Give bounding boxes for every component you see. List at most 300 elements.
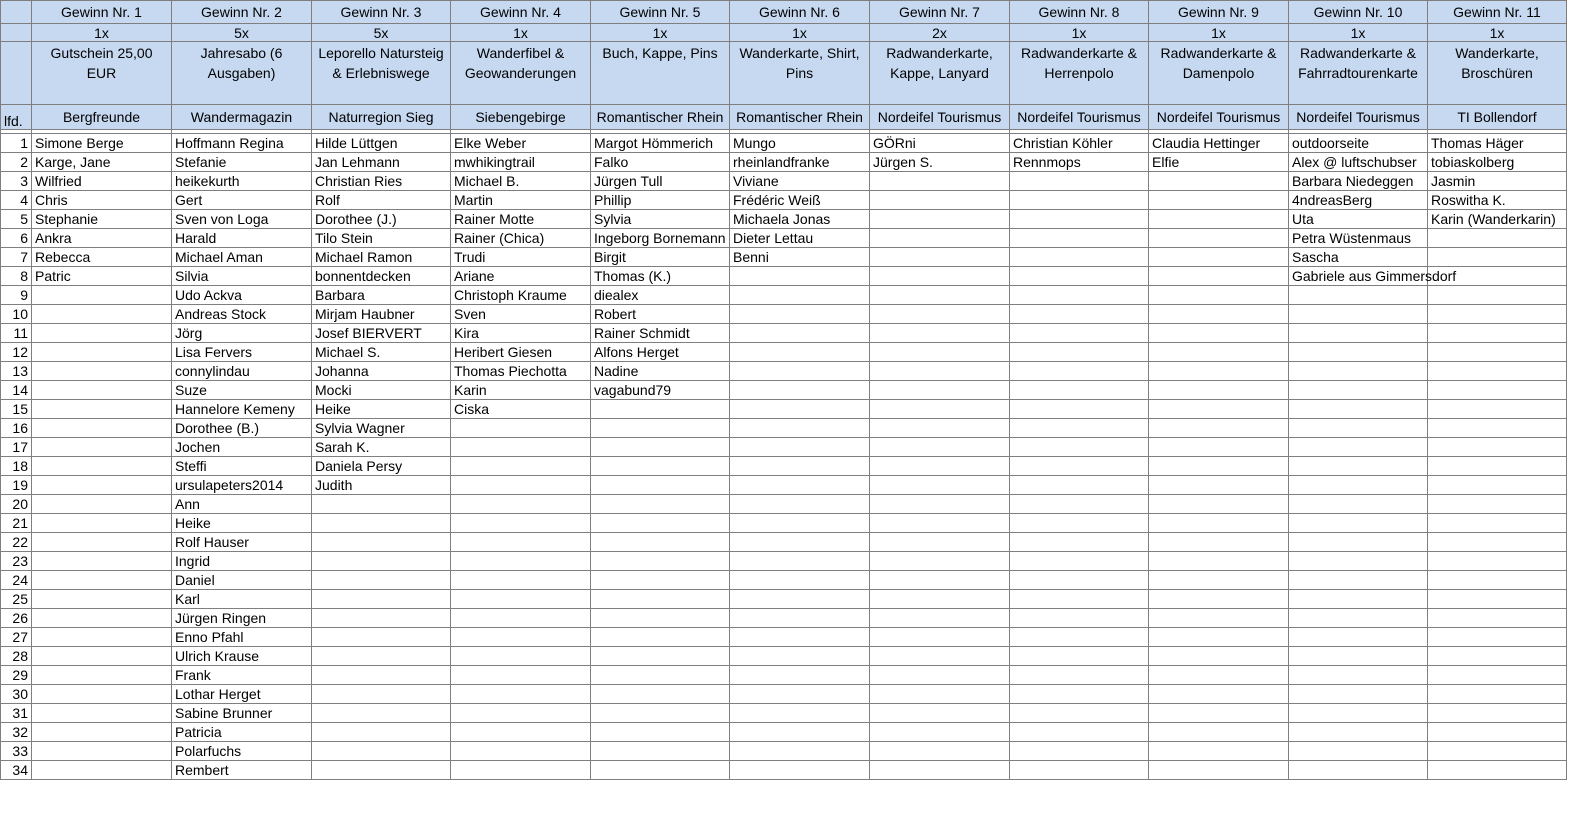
winner-cell[interactable] <box>1149 704 1289 723</box>
winner-cell[interactable] <box>451 742 591 761</box>
winner-cell[interactable] <box>451 723 591 742</box>
winner-cell[interactable] <box>32 324 172 343</box>
winner-cell[interactable] <box>870 552 1010 571</box>
winner-cell[interactable] <box>1428 552 1567 571</box>
winner-cell[interactable]: rheinlandfranke <box>730 153 870 172</box>
winner-cell[interactable] <box>1149 685 1289 704</box>
prize-sponsor-cell[interactable]: Nordeifel Tourismus <box>1010 105 1149 130</box>
prize-title-cell[interactable]: Gewinn Nr. 3 <box>312 1 451 24</box>
winner-cell[interactable] <box>451 457 591 476</box>
prize-title-cell[interactable]: Gewinn Nr. 10 <box>1289 1 1428 24</box>
winner-cell[interactable] <box>451 761 591 780</box>
winner-cell[interactable] <box>730 286 870 305</box>
winner-cell[interactable]: Karin (Wanderkarin) <box>1428 210 1567 229</box>
winner-cell[interactable]: Ingrid <box>172 552 312 571</box>
winner-cell[interactable] <box>1149 381 1289 400</box>
winner-cell[interactable] <box>1289 685 1428 704</box>
prize-title-cell[interactable]: Gewinn Nr. 7 <box>870 1 1010 24</box>
winner-cell[interactable]: Karge, Jane <box>32 153 172 172</box>
winner-cell[interactable] <box>730 552 870 571</box>
winner-cell[interactable] <box>32 495 172 514</box>
winner-cell[interactable] <box>1010 628 1149 647</box>
winner-cell[interactable] <box>1289 419 1428 438</box>
winner-cell[interactable] <box>1289 343 1428 362</box>
winner-cell[interactable]: Jürgen Tull <box>591 172 730 191</box>
winner-cell[interactable] <box>1010 172 1149 191</box>
winner-cell[interactable] <box>1289 723 1428 742</box>
row-number-cell[interactable]: 27 <box>1 628 32 647</box>
prize-count-cell[interactable]: 1x <box>1289 24 1428 42</box>
row-number-cell[interactable]: 34 <box>1 761 32 780</box>
winner-cell[interactable] <box>1149 305 1289 324</box>
prize-description-cell[interactable]: Radwanderkarte & Damenpolo <box>1149 42 1289 105</box>
winner-cell[interactable]: Elke Weber <box>451 134 591 153</box>
winner-cell[interactable] <box>1149 571 1289 590</box>
prize-sponsor-cell[interactable]: Nordeifel Tourismus <box>1149 105 1289 130</box>
winner-cell[interactable] <box>730 628 870 647</box>
winner-cell[interactable] <box>870 704 1010 723</box>
winner-cell[interactable]: Judith <box>312 476 451 495</box>
winner-cell[interactable] <box>32 476 172 495</box>
prize-description-cell[interactable]: Jahresabo (6 Ausgaben) <box>172 42 312 105</box>
winner-cell[interactable] <box>730 761 870 780</box>
winner-cell[interactable] <box>1010 476 1149 495</box>
winner-cell[interactable] <box>32 761 172 780</box>
prize-sponsor-cell[interactable]: Nordeifel Tourismus <box>1289 105 1428 130</box>
winner-cell[interactable] <box>1289 286 1428 305</box>
winner-cell[interactable] <box>312 742 451 761</box>
prize-count-cell[interactable]: 1x <box>591 24 730 42</box>
prize-title-cell[interactable]: Gewinn Nr. 9 <box>1149 1 1289 24</box>
winner-cell[interactable] <box>32 457 172 476</box>
winner-cell[interactable] <box>870 457 1010 476</box>
winner-cell[interactable] <box>591 761 730 780</box>
winner-cell[interactable]: Hilde Lüttgen <box>312 134 451 153</box>
winner-cell[interactable] <box>730 419 870 438</box>
winner-cell[interactable] <box>32 400 172 419</box>
winner-cell[interactable] <box>870 324 1010 343</box>
winner-cell[interactable] <box>1428 704 1567 723</box>
row-number-cell[interactable]: 31 <box>1 704 32 723</box>
winner-cell[interactable] <box>1428 723 1567 742</box>
winner-cell[interactable]: Jörg <box>172 324 312 343</box>
winner-cell[interactable]: Jan Lehmann <box>312 153 451 172</box>
prize-title-cell[interactable]: Gewinn Nr. 1 <box>32 1 172 24</box>
winner-cell[interactable] <box>1289 495 1428 514</box>
winner-cell[interactable]: Ariane <box>451 267 591 286</box>
winner-cell[interactable] <box>1010 457 1149 476</box>
winner-cell[interactable] <box>1289 533 1428 552</box>
winner-cell[interactable] <box>1149 723 1289 742</box>
prize-count-cell[interactable]: 1x <box>1149 24 1289 42</box>
winner-cell[interactable]: Viviane <box>730 172 870 191</box>
winner-cell[interactable] <box>32 647 172 666</box>
winner-cell[interactable] <box>870 533 1010 552</box>
prize-sponsor-cell[interactable]: Romantischer Rhein <box>591 105 730 130</box>
winner-cell[interactable]: Barbara <box>312 286 451 305</box>
winner-cell[interactable] <box>1289 647 1428 666</box>
winner-cell[interactable] <box>1010 267 1149 286</box>
winner-cell[interactable] <box>451 609 591 628</box>
winner-cell[interactable] <box>32 514 172 533</box>
winner-cell[interactable]: Ankra <box>32 229 172 248</box>
winner-cell[interactable] <box>32 685 172 704</box>
winner-cell[interactable] <box>1428 362 1567 381</box>
prize-title-cell[interactable]: Gewinn Nr. 6 <box>730 1 870 24</box>
winner-cell[interactable] <box>730 324 870 343</box>
winner-cell[interactable] <box>32 419 172 438</box>
prize-count-cell[interactable]: 1x <box>1428 24 1567 42</box>
winner-cell[interactable] <box>730 647 870 666</box>
winner-cell[interactable]: Rainer Motte <box>451 210 591 229</box>
winner-cell[interactable]: Thomas (K.) <box>591 267 730 286</box>
winner-cell[interactable]: Hoffmann Regina <box>172 134 312 153</box>
winner-cell[interactable] <box>1149 666 1289 685</box>
winner-cell[interactable]: Polarfuchs <box>172 742 312 761</box>
winner-cell[interactable] <box>870 438 1010 457</box>
winner-cell[interactable] <box>451 419 591 438</box>
winner-cell[interactable]: Jürgen S. <box>870 153 1010 172</box>
winner-cell[interactable] <box>1010 647 1149 666</box>
winner-cell[interactable] <box>870 609 1010 628</box>
winner-cell[interactable]: Ann <box>172 495 312 514</box>
winner-cell[interactable] <box>1010 666 1149 685</box>
winner-cell[interactable] <box>730 666 870 685</box>
prize-count-cell[interactable]: 5x <box>172 24 312 42</box>
winner-cell[interactable] <box>1428 438 1567 457</box>
winner-cell[interactable]: Falko <box>591 153 730 172</box>
winner-cell[interactable] <box>451 438 591 457</box>
winner-cell[interactable] <box>870 286 1010 305</box>
winner-cell[interactable]: Margot Hömmerich <box>591 134 730 153</box>
winner-cell[interactable]: Dorothee (B.) <box>172 419 312 438</box>
winner-cell[interactable] <box>1149 476 1289 495</box>
winner-cell[interactable] <box>1289 324 1428 343</box>
row-number-cell[interactable]: 24 <box>1 571 32 590</box>
prize-title-cell[interactable]: Gewinn Nr. 8 <box>1010 1 1149 24</box>
winner-cell[interactable]: Kira <box>451 324 591 343</box>
winner-cell[interactable] <box>1149 457 1289 476</box>
winner-cell[interactable] <box>591 609 730 628</box>
winner-cell[interactable]: Tilo Stein <box>312 229 451 248</box>
winner-cell[interactable] <box>451 514 591 533</box>
winner-cell[interactable] <box>1428 381 1567 400</box>
row-number-cell[interactable]: 14 <box>1 381 32 400</box>
prize-count-cell[interactable]: 2x <box>870 24 1010 42</box>
winner-cell[interactable]: Rebecca <box>32 248 172 267</box>
prize-count-cell[interactable]: 1x <box>451 24 591 42</box>
winner-cell[interactable]: Alfons Herget <box>591 343 730 362</box>
winner-cell[interactable] <box>312 704 451 723</box>
winner-cell[interactable]: Sabine Brunner <box>172 704 312 723</box>
row-number-cell[interactable]: 28 <box>1 647 32 666</box>
winner-cell[interactable] <box>32 286 172 305</box>
winner-cell[interactable]: Michael Aman <box>172 248 312 267</box>
winner-cell[interactable] <box>1289 381 1428 400</box>
winner-cell[interactable] <box>870 343 1010 362</box>
winner-cell[interactable]: Barbara Niedeggen <box>1289 172 1428 191</box>
row-number-cell[interactable]: 11 <box>1 324 32 343</box>
winner-cell[interactable] <box>591 590 730 609</box>
winner-cell[interactable]: ursulapeters2014 <box>172 476 312 495</box>
prize-count-cell[interactable]: 5x <box>312 24 451 42</box>
winner-cell[interactable] <box>1428 609 1567 628</box>
prize-description-cell[interactable]: Leporello Natursteig & Erlebniswege <box>312 42 451 105</box>
winner-cell[interactable] <box>1428 305 1567 324</box>
winner-cell[interactable]: Dieter Lettau <box>730 229 870 248</box>
winner-cell[interactable]: Thomas Häger <box>1428 134 1567 153</box>
winner-cell[interactable] <box>1010 552 1149 571</box>
winner-cell[interactable] <box>730 267 870 286</box>
row-number-cell[interactable]: 10 <box>1 305 32 324</box>
winner-cell[interactable]: Sylvia <box>591 210 730 229</box>
winner-cell[interactable] <box>1428 495 1567 514</box>
winner-cell[interactable] <box>312 761 451 780</box>
winner-cell[interactable] <box>1149 172 1289 191</box>
winner-cell[interactable]: Rolf <box>312 191 451 210</box>
winner-cell[interactable]: Stephanie <box>32 210 172 229</box>
winner-cell[interactable] <box>730 476 870 495</box>
winner-cell[interactable] <box>1149 286 1289 305</box>
winner-cell[interactable] <box>591 533 730 552</box>
winner-cell[interactable] <box>591 514 730 533</box>
winner-cell[interactable]: Christian Köhler <box>1010 134 1149 153</box>
winner-cell[interactable] <box>32 305 172 324</box>
winner-cell[interactable] <box>730 343 870 362</box>
prize-description-cell[interactable]: Wanderkarte, Shirt, Pins <box>730 42 870 105</box>
winner-cell[interactable] <box>1010 191 1149 210</box>
winner-cell[interactable]: Michaela Jonas <box>730 210 870 229</box>
winner-cell[interactable]: Rolf Hauser <box>172 533 312 552</box>
winner-cell[interactable] <box>870 495 1010 514</box>
winner-cell[interactable] <box>730 495 870 514</box>
winner-cell[interactable] <box>1428 533 1567 552</box>
winner-cell[interactable] <box>1289 457 1428 476</box>
winner-cell[interactable] <box>1289 704 1428 723</box>
winner-cell[interactable]: Josef BIERVERT <box>312 324 451 343</box>
winner-cell[interactable] <box>312 552 451 571</box>
winner-cell[interactable] <box>1289 476 1428 495</box>
prize-sponsor-cell[interactable]: TI Bollendorf <box>1428 105 1567 130</box>
winner-cell[interactable] <box>1010 305 1149 324</box>
winner-cell[interactable] <box>1149 609 1289 628</box>
winner-cell[interactable] <box>1010 248 1149 267</box>
prize-count-cell[interactable]: 1x <box>1010 24 1149 42</box>
winner-cell[interactable] <box>1149 362 1289 381</box>
winner-cell[interactable]: Steffi <box>172 457 312 476</box>
winner-cell[interactable]: Mirjam Haubner <box>312 305 451 324</box>
winner-cell[interactable] <box>1149 419 1289 438</box>
winner-cell[interactable] <box>1149 191 1289 210</box>
winner-cell[interactable]: Frank <box>172 666 312 685</box>
winner-cell[interactable] <box>1149 628 1289 647</box>
winner-cell[interactable] <box>1428 571 1567 590</box>
winner-cell[interactable]: Daniela Persy <box>312 457 451 476</box>
winner-cell[interactable]: Sylvia Wagner <box>312 419 451 438</box>
row-number-cell[interactable]: 22 <box>1 533 32 552</box>
winner-cell[interactable] <box>1010 514 1149 533</box>
prize-count-cell[interactable]: 1x <box>32 24 172 42</box>
winner-cell[interactable] <box>870 210 1010 229</box>
winner-cell[interactable]: Roswitha K. <box>1428 191 1567 210</box>
winner-cell[interactable]: Heribert Giesen <box>451 343 591 362</box>
row-number-cell[interactable]: 20 <box>1 495 32 514</box>
winner-cell[interactable] <box>1149 229 1289 248</box>
winner-cell[interactable] <box>591 685 730 704</box>
row-number-cell[interactable]: 30 <box>1 685 32 704</box>
winner-cell[interactable]: Mungo <box>730 134 870 153</box>
row-number-cell[interactable]: 23 <box>1 552 32 571</box>
winner-cell[interactable] <box>451 704 591 723</box>
winner-cell[interactable] <box>591 723 730 742</box>
winner-cell[interactable]: Stefanie <box>172 153 312 172</box>
winner-cell[interactable] <box>1149 343 1289 362</box>
winner-cell[interactable] <box>1289 666 1428 685</box>
winner-cell[interactable] <box>730 514 870 533</box>
winner-cell[interactable] <box>730 571 870 590</box>
winner-cell[interactable] <box>1428 628 1567 647</box>
winner-cell[interactable] <box>1149 438 1289 457</box>
winner-cell[interactable]: Rainer (Chica) <box>451 229 591 248</box>
prize-title-cell[interactable]: Gewinn Nr. 2 <box>172 1 312 24</box>
row-number-cell[interactable]: 33 <box>1 742 32 761</box>
winner-cell[interactable] <box>1289 571 1428 590</box>
winner-cell[interactable] <box>1149 647 1289 666</box>
winner-cell[interactable]: Michael B. <box>451 172 591 191</box>
winner-cell[interactable]: Uta <box>1289 210 1428 229</box>
winner-cell[interactable] <box>32 628 172 647</box>
winner-cell[interactable] <box>1428 742 1567 761</box>
winner-cell[interactable] <box>451 552 591 571</box>
winner-cell[interactable]: Jochen <box>172 438 312 457</box>
winner-cell[interactable] <box>870 628 1010 647</box>
row-number-cell[interactable]: 6 <box>1 229 32 248</box>
winner-cell[interactable] <box>312 533 451 552</box>
winner-cell[interactable] <box>870 666 1010 685</box>
winner-cell[interactable] <box>1289 552 1428 571</box>
winner-cell[interactable]: Hannelore Kemeny <box>172 400 312 419</box>
winner-cell[interactable] <box>730 590 870 609</box>
winner-cell[interactable] <box>312 590 451 609</box>
row-number-cell[interactable]: 17 <box>1 438 32 457</box>
row-number-cell[interactable]: 15 <box>1 400 32 419</box>
winner-cell[interactable]: Rainer Schmidt <box>591 324 730 343</box>
winner-cell[interactable]: heikekurth <box>172 172 312 191</box>
winner-cell[interactable] <box>730 685 870 704</box>
winner-cell[interactable] <box>591 400 730 419</box>
winner-cell[interactable]: Frédéric Weiß <box>730 191 870 210</box>
winner-cell[interactable] <box>312 685 451 704</box>
winner-cell[interactable] <box>870 305 1010 324</box>
prize-sponsor-cell[interactable]: Wandermagazin <box>172 105 312 130</box>
winner-cell[interactable] <box>1010 571 1149 590</box>
winner-cell[interactable] <box>870 419 1010 438</box>
winner-cell[interactable] <box>451 590 591 609</box>
winner-cell[interactable] <box>1428 400 1567 419</box>
prize-sponsor-cell[interactable]: Romantischer Rhein <box>730 105 870 130</box>
winner-cell[interactable]: Dorothee (J.) <box>312 210 451 229</box>
winner-cell[interactable] <box>1149 400 1289 419</box>
winner-cell[interactable]: Thomas Piechotta <box>451 362 591 381</box>
winner-cell[interactable] <box>730 362 870 381</box>
row-number-cell[interactable]: 16 <box>1 419 32 438</box>
winner-cell[interactable] <box>32 552 172 571</box>
winner-cell[interactable] <box>1010 229 1149 248</box>
prize-sponsor-cell[interactable]: Bergfreunde <box>32 105 172 130</box>
winner-cell[interactable]: Lisa Fervers <box>172 343 312 362</box>
winner-cell[interactable] <box>1010 704 1149 723</box>
winner-cell[interactable] <box>1289 438 1428 457</box>
winner-cell[interactable]: Karl <box>172 590 312 609</box>
prize-sponsor-cell[interactable]: Naturregion Sieg <box>312 105 451 130</box>
winner-cell[interactable] <box>32 742 172 761</box>
winner-cell[interactable] <box>1289 761 1428 780</box>
winner-cell[interactable] <box>312 723 451 742</box>
winner-cell[interactable] <box>1289 609 1428 628</box>
winner-cell[interactable] <box>730 533 870 552</box>
winner-cell[interactable]: Michael S. <box>312 343 451 362</box>
winner-cell[interactable]: Rennmops <box>1010 153 1149 172</box>
winner-cell[interactable] <box>591 666 730 685</box>
winner-cell[interactable] <box>312 647 451 666</box>
winner-cell[interactable] <box>451 666 591 685</box>
winner-cell[interactable] <box>591 571 730 590</box>
winner-cell[interactable]: Mocki <box>312 381 451 400</box>
winner-cell[interactable] <box>1428 419 1567 438</box>
winner-cell[interactable] <box>1010 362 1149 381</box>
row-number-cell[interactable]: 9 <box>1 286 32 305</box>
winner-cell[interactable]: outdoorseite <box>1289 134 1428 153</box>
winner-cell[interactable] <box>591 704 730 723</box>
winner-cell[interactable] <box>591 495 730 514</box>
winner-cell[interactable]: Jasmin <box>1428 172 1567 191</box>
winner-cell[interactable] <box>591 419 730 438</box>
winner-cell[interactable]: Alex @ luftschubser <box>1289 153 1428 172</box>
winner-cell[interactable] <box>1428 514 1567 533</box>
winner-cell[interactable] <box>1428 666 1567 685</box>
winner-cell[interactable]: Heike <box>312 400 451 419</box>
winner-cell[interactable] <box>1010 609 1149 628</box>
winner-cell[interactable]: Harald <box>172 229 312 248</box>
winner-cell[interactable] <box>730 381 870 400</box>
winner-cell[interactable] <box>312 495 451 514</box>
winner-cell[interactable] <box>1010 742 1149 761</box>
winner-cell[interactable] <box>312 609 451 628</box>
winner-cell[interactable]: Gert <box>172 191 312 210</box>
winner-cell[interactable] <box>870 742 1010 761</box>
row-number-cell[interactable]: 19 <box>1 476 32 495</box>
row-number-cell[interactable]: 18 <box>1 457 32 476</box>
winner-cell[interactable] <box>32 609 172 628</box>
row-number-cell[interactable]: 13 <box>1 362 32 381</box>
winner-cell[interactable] <box>870 400 1010 419</box>
winner-cell[interactable] <box>451 628 591 647</box>
row-number-cell[interactable]: 26 <box>1 609 32 628</box>
winner-cell[interactable] <box>870 647 1010 666</box>
winner-cell[interactable] <box>1010 419 1149 438</box>
winner-cell[interactable]: Enno Pfahl <box>172 628 312 647</box>
winner-cell[interactable] <box>312 514 451 533</box>
prize-title-cell[interactable]: Gewinn Nr. 5 <box>591 1 730 24</box>
winner-cell[interactable] <box>870 590 1010 609</box>
winner-cell[interactable]: Sascha <box>1289 248 1428 267</box>
winner-cell[interactable] <box>870 229 1010 248</box>
winner-cell[interactable] <box>1428 286 1567 305</box>
header-corner-cell[interactable] <box>1 1 32 24</box>
winner-cell[interactable] <box>1149 761 1289 780</box>
winner-cell[interactable]: bonnentdecken <box>312 267 451 286</box>
winner-cell[interactable] <box>1010 533 1149 552</box>
